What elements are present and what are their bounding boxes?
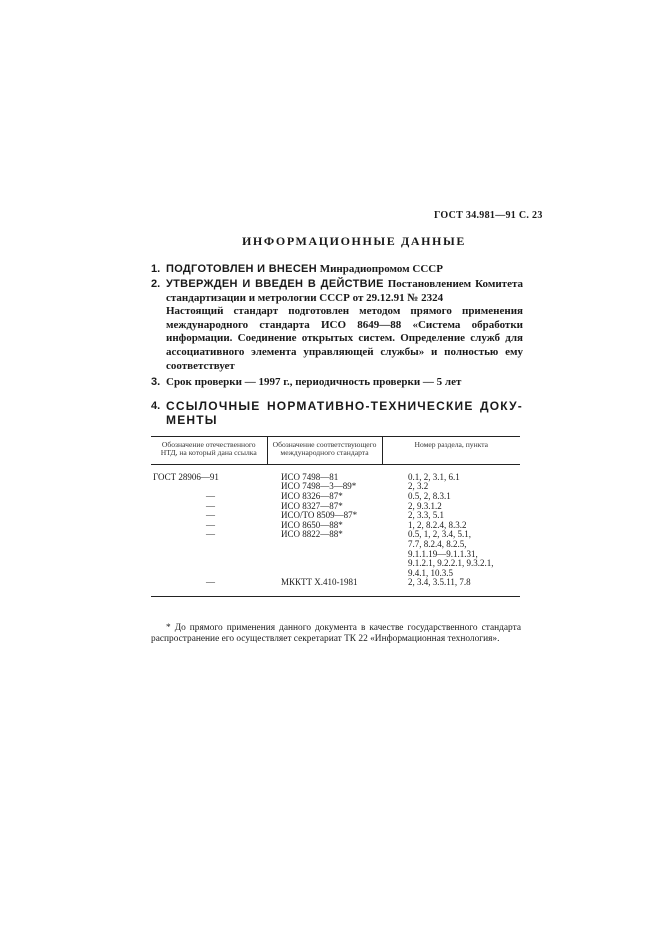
sections-cell: 0.5, 1, 2, 3.4, 5.1, bbox=[408, 529, 471, 540]
intl-standard-cell: ИСО 8326—87* bbox=[281, 491, 343, 501]
sections-cell: 2, 3.3, 5.1 bbox=[408, 510, 444, 521]
item-heading: УТВЕРЖДЕН И ВВЕДЕН В ДЕЙСТВИЕ bbox=[166, 278, 384, 290]
column-header: Номер раздела, пункта bbox=[382, 437, 520, 465]
page-title: ИНФОРМАЦИОННЫЕ ДАННЫЕ bbox=[242, 234, 466, 248]
ntd-cell: — bbox=[206, 500, 215, 511]
item-text-continued: Настоящий стандарт подготовлен методом прямого применения международного стандарта ИСО 8649—88 «Система обработки информации. Соединение открытых систем. Определение служб для ассоциативного элемента управляющей службы» и полностью ему соответствует bbox=[166, 305, 523, 372]
sections-cell: 1, 2, 8.2.4, 8.3.2 bbox=[408, 519, 467, 530]
page-header: ГОСТ 34.981—91 С. 23 bbox=[434, 210, 543, 221]
item-number: 2. bbox=[151, 278, 161, 290]
item-text: Срок проверки — 1997 г., периодичность проверки — 5 лет bbox=[166, 376, 462, 388]
sections-cell: 9.1.1.19—9.1.1.31, bbox=[408, 548, 478, 559]
ntd-cell: — bbox=[206, 510, 215, 521]
sections-cell: 0.1, 2, 3.1, 6.1 bbox=[408, 471, 460, 482]
item-3 bbox=[151, 376, 523, 390]
footnote-text: * До прямого применения данного документа в качестве государственного стандарта распространение его осуществляет секретариат ТК 22 «Информационная технология». bbox=[151, 623, 521, 645]
item-4 bbox=[151, 400, 523, 428]
sections-cell: 2, 9.3.1.2 bbox=[408, 500, 442, 511]
item-heading: ПОДГОТОВЛЕН И ВНЕСЕН bbox=[166, 263, 317, 275]
table-row-continued bbox=[151, 559, 520, 569]
item-2 bbox=[151, 278, 523, 373]
table-header-row bbox=[151, 437, 520, 465]
column-header: Обозначение отечественного НТД, на который дана ссылка bbox=[151, 437, 267, 465]
sections-cell: 0.5, 2, 8.3.1 bbox=[408, 491, 451, 501]
reference-table bbox=[151, 436, 520, 597]
ntd-cell: — bbox=[206, 519, 215, 530]
table-row bbox=[151, 578, 520, 596]
sections-cell: 9.1.2.1, 9.2.2.1, 9.3.2.1, bbox=[408, 558, 494, 569]
sections-cell: 7.7, 8.2.4, 8.2.5, bbox=[408, 538, 467, 549]
intl-standard-cell: ИСО/ТО 8509—87* bbox=[281, 510, 358, 521]
table-row bbox=[151, 464, 520, 482]
item-text: Постановлением Комитета стандартизации и метрологии СССР от 29.12.91 № 2324 bbox=[166, 278, 523, 304]
ntd-cell: — bbox=[206, 491, 215, 501]
ntd-cell: ГОСТ 28906—91 bbox=[153, 471, 219, 482]
sections-cell: 9.4.1, 10.3.5 bbox=[408, 567, 453, 578]
sections-cell: 2, 3.4, 3.5.11, 7.8 bbox=[382, 578, 520, 596]
heading-word: ДОКУ- bbox=[480, 399, 523, 413]
footnote bbox=[151, 623, 521, 646]
ntd-cell: — bbox=[206, 529, 215, 540]
sections-cell: 2, 3.2 bbox=[408, 481, 429, 492]
heading-word: НОРМАТИВНО-ТЕХНИЧЕСКИЕ bbox=[266, 399, 474, 413]
item-1 bbox=[151, 263, 523, 277]
heading-word: ССЫЛОЧНЫЕ bbox=[166, 399, 261, 413]
column-header: Обозначение соответствующего международного стандарта bbox=[267, 437, 382, 465]
intl-standard-cell: ИСО 7498—81 bbox=[281, 471, 339, 482]
heading-word: МЕНТЫ bbox=[166, 412, 218, 427]
intl-standard-cell: МККТТ Х.410-1981 bbox=[267, 578, 382, 596]
intl-standard-cell: ИСО 8327—87* bbox=[281, 500, 343, 511]
intl-standard-cell: ИСО 8650—88* bbox=[281, 519, 343, 530]
item-number: 3. bbox=[151, 376, 161, 388]
ntd-cell: — bbox=[151, 578, 267, 596]
intl-standard-cell: ИСО 7498—3—89* bbox=[281, 481, 357, 492]
intl-standard-cell: ИСО 8822—88* bbox=[281, 529, 343, 540]
item-number: 4. bbox=[151, 400, 161, 412]
item-number: 1. bbox=[151, 263, 161, 275]
item-text: Минрадиопромом СССР bbox=[319, 263, 443, 275]
